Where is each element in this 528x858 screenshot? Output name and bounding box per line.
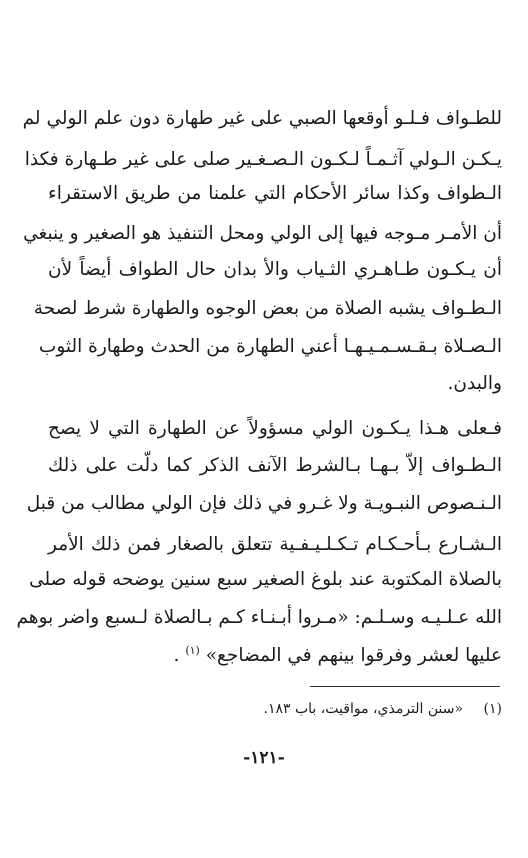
paragraph-2-line-2: الـطـواف إلاّ بـهـا بـالشرط الآنف الذكر كما دلّت على ذلك xyxy=(48,455,502,476)
paragraph-1-line-5: أن يـكـون طـاهـري الثـياب والأ بدان حال الطواف أيضاً لأن xyxy=(48,259,502,280)
paragraph-2-line-7 xyxy=(48,636,502,676)
paragraph-2-line-5: بالصلاة المكتوبة عند بلوغ الصغير سبع سنين يوضحه قوله صلى xyxy=(29,569,502,590)
paragraph-2-line-1: فـعلى هـذا يـكـون الولي مسؤولاً عن الطهارة التي لا يصح xyxy=(48,418,502,439)
footnote-separator xyxy=(310,686,500,687)
paragraph-1-line-2: يـكـن الـولي آثـمـاً لـكـون الـصـغـير صلى على غير طـهارة فكذا xyxy=(24,149,502,170)
paragraph-2-line-3: الـنـصوص النبـويـة ولا غـرو في ذلك فإن الولي مطالب من قبل xyxy=(26,493,502,514)
paragraph-1-line-6: الـطـواف يشبه الصلاة من بعض الوجوه والطهارة شرط لصحة xyxy=(33,298,502,319)
paragraph-2-line-4: الـشـارع بـأحـكـام تـكـلـيـفـية تتعلق بالصغار فمن ذلك الأمر xyxy=(48,534,502,555)
footnote-reference: (١) xyxy=(185,643,200,657)
paragraph-2-line-7-text: عليها لعشر وفرقوا بينهم في المضاجع» xyxy=(205,645,502,666)
paragraph-1-line-4: أن الأمـر مـوجه فيها إلى الولي ومحل التنفيذ هو الصغير و ينبغي xyxy=(23,223,502,244)
footnote-number: (١) xyxy=(483,701,502,717)
footnote-text: «سنن الترمذي، مواقيت، باب ١٨٣. xyxy=(263,701,464,717)
paragraph-1-line-1: للطـواف فـلـو أوقعها الصبي على غير طهارة دون علم الولي لم xyxy=(22,108,502,129)
footnote xyxy=(32,696,502,722)
sentence-end-mark: . xyxy=(173,645,180,666)
page-number: -١٢١- xyxy=(243,748,285,768)
paragraph-1-line-3: الـطواف وكذا سائر الأحكام التي علمنا من طريق الاستقراء xyxy=(48,183,502,204)
paragraph-2-line-6: الله عـلـيـه وسـلـم: «مـروا أبـنـاء كـم بـالصلاة لـسبع واضر بوهم xyxy=(16,607,502,628)
paragraph-1-line-8: والبدن. xyxy=(447,373,502,394)
paragraph-1-line-7: الـصـلاة بـقـسـمـيـهـا أعني الطهارة من الحدث وطهارة الثوب xyxy=(38,336,502,357)
